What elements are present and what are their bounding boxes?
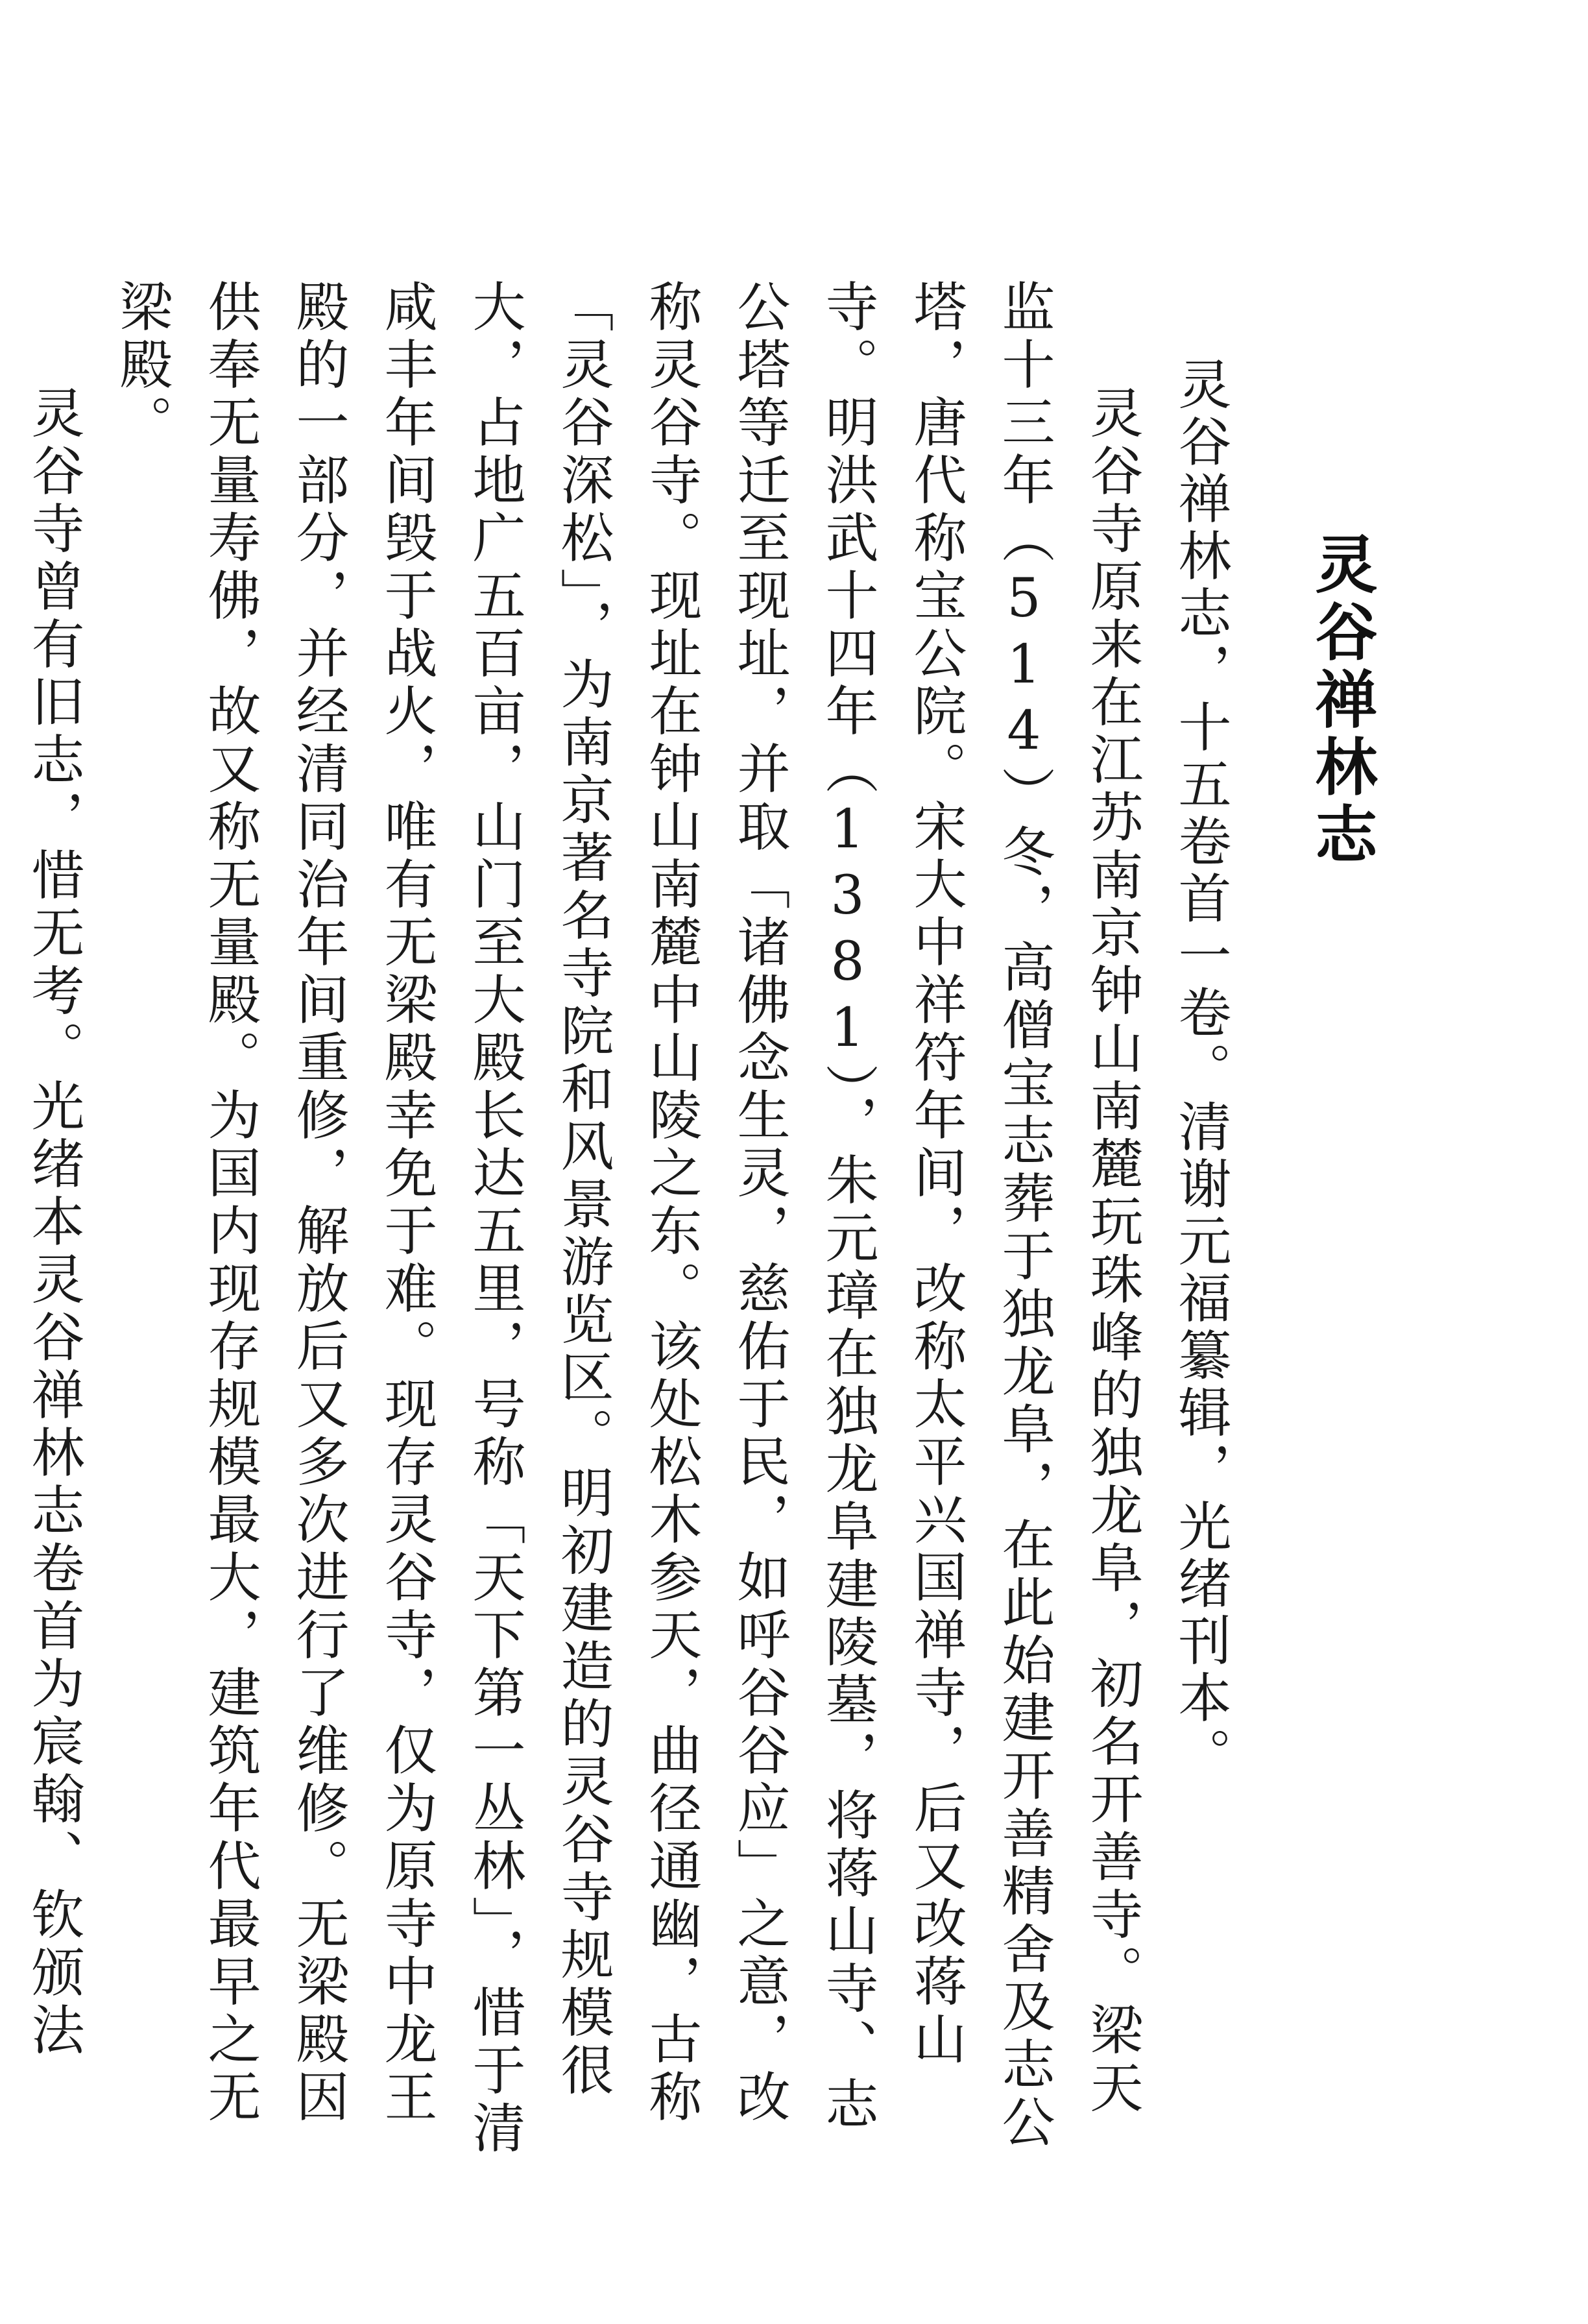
vertical-text-block <box>0 279 1393 2161</box>
paragraph-old-records: 灵谷寺曾有旧志，惜无考。光绪本灵谷禅林志卷首为宸翰、钦颁法 <box>23 385 84 2060</box>
page-title: 灵谷禅林志 <box>1305 532 1378 869</box>
paragraph-history: 灵谷寺原来在江苏南京钟山南麓玩珠峰的独龙阜，初名开善寺。梁天监十三年（514）冬，高僧宝志葬于独龙阜，在此始建开善精舍及志公塔，唐代称宝公院。宋大中祥符年间，改称太平兴国禅寺，后又改蒋山寺。明洪武十四年（1381），朱元璋在独龙阜建陵墓，将蒋山寺、志公塔等迁至现址，并取「诸佛念生灵，慈佑于民，如呼谷谷应」之意，改称灵谷寺。现址在钟山南麓中山陵之东。该处松木参天，曲径通幽，古称「灵谷深松」，为南京著名寺院和风景游览区。明初建造的灵谷寺规模很大，占地广五百亩，山门至大殿长达五里，号称「天下第一丛林」，惜于清咸丰年间毁于战火，唯有无梁殿幸免于难。现存灵谷寺，仅为原寺中龙王殿的一部分，并经清同治年间重修，解放后又多次进行了维修。无梁殿因供奉无量寿佛，故又称无量殿。为国内现存规模最大，建筑年代最早之无梁殿。 <box>111 279 1143 2158</box>
book-metadata: 灵谷禅林志，十五卷首一卷。清谢元福纂辑，光绪刊本。 <box>1170 357 1231 1784</box>
